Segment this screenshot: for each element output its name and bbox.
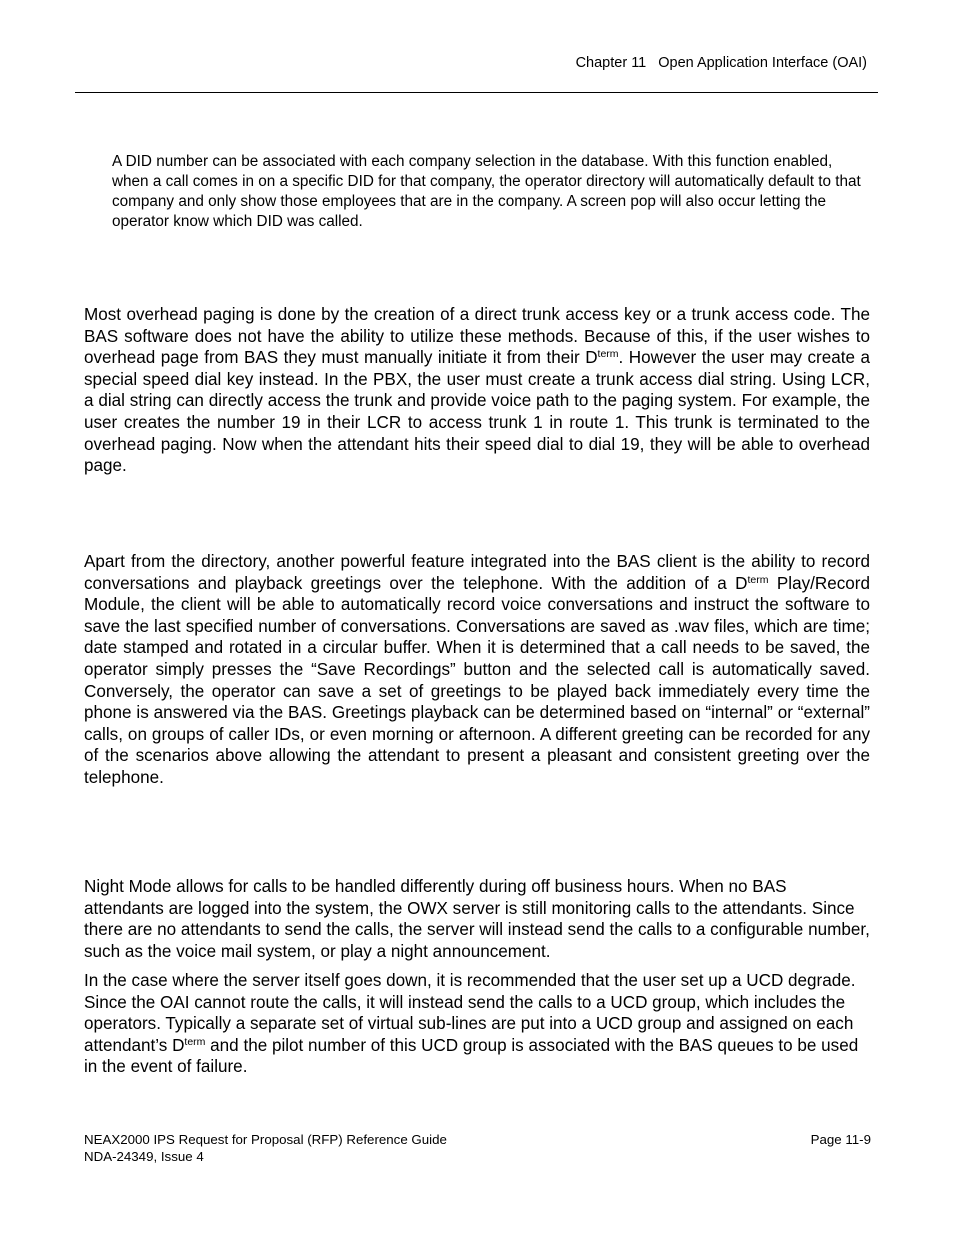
footer-page-number: Page 11-9 bbox=[810, 1132, 871, 1147]
did-text: A DID number can be associated with each company selection in the database. With this function enabled, when a call comes in on a specific DID for that company, the operator directory will automatically default to that company and only show those employees that are in the company. A screen pop will also occur letting the operator know which DID was called. bbox=[112, 153, 861, 230]
paging-text-1: Most overhead paging is done by the creation of a direct trunk access key or a trunk access code. The BAS software does not have the ability to utilize these methods. Because of this, if the user wishes to overhead page from BAS they must manually initiate it from their D bbox=[84, 305, 870, 368]
recording-text-2: Play/Record Module, the client will be able to automatically record voice conversations and instruct the software to save the last specified number of conversations. Conversations are saved as .wav files, which are time; date stamped and rotated in a circular buffer. When it is determined that a call needs to be saved, the operator simply presses the “Save Recordings” button and the selected call is automatically saved. Conversely, the operator can save a set of greetings to be played back immediately every time the phone is answered via the BAS. Greetings playback can be determined based on “internal” or “external” calls, on groups of caller IDs, or even morning or afternoon. A different greeting can be recorded for any of the scenarios above allowing the attendant to present a pleasant and consistent greeting over the telephone. bbox=[84, 573, 870, 787]
paging-text-2: . However the user may create a special speed dial key instead. In the PBX, the user must create a trunk access dial string. Using LCR, a dial string can directly access the trunk and provide voice path to the paging system. For example, the user creates the number 19 in their LCR to access trunk 1 in route 1. This trunk is terminated to the overhead paging. Now when the attendant hits their speed dial to dial 19, they will be able to overhead page. bbox=[84, 348, 870, 476]
ucd-superscript: term bbox=[184, 1035, 206, 1048]
did-paragraph bbox=[112, 152, 872, 232]
ucd-text-1: In the case where the server itself goes down, it is recommended that the user set up a UCD degrade. Since the OAI cannot route the calls, it will instead send the calls to a UCD group, which includes the operators. Typically a separate set of virtual sub-lines are put into a UCD group and assigned on each attendant’s D bbox=[84, 971, 856, 1055]
recording-superscript: term bbox=[747, 573, 769, 586]
chapter-title: Open Application Interface (OAI) bbox=[658, 55, 867, 71]
ucd-text-2: and the pilot number of this UCD group is associated with the BAS queues to be used in the event of failure. bbox=[84, 1035, 859, 1077]
footer-doc-number: NDA-24349, Issue 4 bbox=[84, 1149, 204, 1164]
recording-paragraph bbox=[84, 551, 870, 789]
running-header bbox=[576, 55, 867, 71]
header-rule bbox=[75, 92, 878, 93]
night-mode-paragraph bbox=[84, 876, 870, 962]
paging-paragraph bbox=[84, 304, 870, 477]
ucd-paragraph bbox=[84, 970, 870, 1078]
chapter-number: Chapter 11 bbox=[575, 55, 647, 71]
night-mode-text: Night Mode allows for calls to be handled differently during off business hours. When no BAS attendants are logged into the system, the OWX server is still monitoring calls to the attendants. Since there are no attendants to send the calls, the server will instead send the calls to a configurable number, such as the voice mail system, or play a night announcement. bbox=[84, 877, 870, 961]
footer-guide-title: NEAX2000 IPS Request for Proposal (RFP) Reference Guide bbox=[84, 1132, 447, 1147]
recording-text-1: Apart from the directory, another powerful feature integrated into the BAS client is the ability to record conversations and playback greetings over the telephone. With the addition of a D bbox=[84, 552, 870, 593]
footer-left bbox=[84, 1131, 447, 1165]
paging-superscript: term bbox=[597, 348, 619, 361]
footer-right bbox=[811, 1131, 871, 1148]
